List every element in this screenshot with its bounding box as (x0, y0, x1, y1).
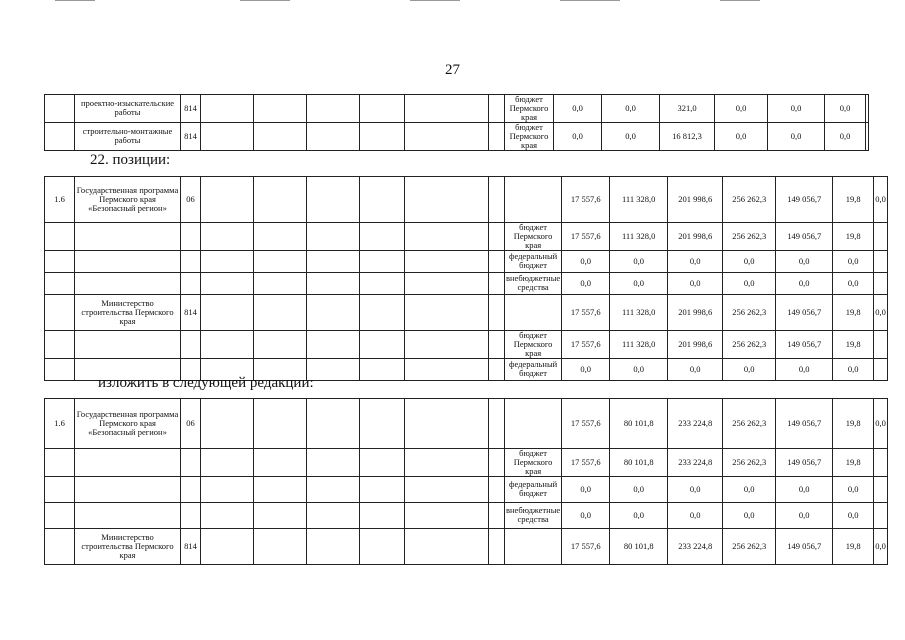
value-cell: 0,0 (668, 358, 723, 380)
value-cell (874, 502, 888, 528)
heading-positions: 22. позиции: (90, 152, 171, 168)
value-cell: 17 557,6 (562, 177, 610, 223)
row-code-cell: 814 (181, 294, 201, 330)
empty-cell (405, 528, 489, 564)
empty-cell (307, 449, 360, 477)
row-code-cell: 814 (181, 122, 201, 150)
row-source-cell: бюджет Пермского края (505, 223, 562, 251)
table-row (45, 177, 888, 223)
value-cell: 149 056,7 (776, 528, 833, 564)
value-cell: 0,0 (715, 122, 768, 150)
value-cell: 0,0 (562, 358, 610, 380)
value-cell: 19,8 (833, 177, 874, 223)
value-cell: 0,0 (833, 502, 874, 528)
empty-cell (307, 177, 360, 223)
table-row (45, 95, 869, 123)
empty-cell (360, 122, 405, 150)
value-cell: 0,0 (668, 250, 723, 272)
row-code-cell (181, 250, 201, 272)
value-cell: 201 998,6 (668, 223, 723, 251)
table-row (45, 250, 888, 272)
value-cell: 201 998,6 (668, 177, 723, 223)
value-cell: 0,0 (768, 122, 825, 150)
empty-cell (201, 223, 254, 251)
empty-cell (405, 449, 489, 477)
value-cell: 149 056,7 (776, 399, 833, 449)
empty-cell (360, 95, 405, 123)
row-source-cell: федеральный бюджет (505, 250, 562, 272)
value-cell: 0,0 (874, 399, 888, 449)
row-number-cell (45, 502, 75, 528)
empty-cell (360, 223, 405, 251)
value-cell: 256 262,3 (723, 330, 776, 358)
empty-cell (405, 502, 489, 528)
value-cell: 16 812,3 (660, 122, 715, 150)
row-name-cell: Государственная программа Пермского края «Безопасный регион» (75, 399, 181, 449)
empty-cell (405, 95, 489, 123)
empty-cell (489, 358, 505, 380)
empty-cell (489, 399, 505, 449)
row-code-cell: 814 (181, 95, 201, 123)
empty-cell (307, 399, 360, 449)
row-source-cell: бюджет Пермского края (505, 122, 554, 150)
value-cell: 19,8 (833, 399, 874, 449)
table-row (45, 528, 888, 564)
top-rule (720, 0, 760, 1)
empty-cell (489, 95, 505, 123)
value-cell: 256 262,3 (723, 449, 776, 477)
top-rule (55, 0, 95, 1)
top-rule (240, 0, 290, 1)
value-cell: 0,0 (833, 476, 874, 502)
row-source-cell (505, 294, 562, 330)
heading-new-edition: изложить в следующей редакции: (98, 375, 314, 391)
empty-cell (405, 330, 489, 358)
empty-cell (201, 476, 254, 502)
row-name-cell (75, 330, 181, 358)
table-row (45, 294, 888, 330)
row-name-cell: проектно-изыскательские работы (75, 95, 181, 123)
row-code-cell (181, 272, 201, 294)
value-cell: 0,0 (874, 528, 888, 564)
value-cell: 19,8 (833, 223, 874, 251)
empty-cell (201, 502, 254, 528)
value-cell: 256 262,3 (723, 177, 776, 223)
empty-cell (360, 502, 405, 528)
row-source-cell (505, 177, 562, 223)
value-cell (874, 330, 888, 358)
empty-cell (405, 294, 489, 330)
empty-cell (201, 399, 254, 449)
value-cell: 0,0 (554, 122, 602, 150)
value-cell: 111 328,0 (610, 223, 668, 251)
empty-cell (254, 177, 307, 223)
value-cell: 0,0 (723, 272, 776, 294)
row-source-cell: внебюджетные средства (505, 502, 562, 528)
empty-cell (405, 177, 489, 223)
empty-cell (489, 223, 505, 251)
empty-cell (405, 122, 489, 150)
value-cell: 0,0 (776, 502, 833, 528)
empty-cell (489, 250, 505, 272)
value-cell: 19,8 (833, 330, 874, 358)
value-cell: 0,0 (723, 250, 776, 272)
value-cell: 0,0 (715, 95, 768, 123)
row-source-cell: внебюджетные средства (506, 273, 561, 293)
table-row (45, 476, 888, 502)
empty-cell (254, 528, 307, 564)
value-cell: 0,0 (562, 476, 610, 502)
empty-cell (489, 177, 505, 223)
empty-cell (307, 528, 360, 564)
row-source-cell (505, 528, 562, 564)
value-cell: 0,0 (723, 358, 776, 380)
value-cell: 0,0 (776, 272, 833, 294)
value-cell (866, 122, 869, 150)
empty-cell (307, 330, 360, 358)
value-cell: 17 557,6 (562, 330, 610, 358)
row-number-cell: 1.6 (45, 177, 75, 223)
table-row (45, 223, 888, 251)
row-number-cell (45, 449, 75, 477)
empty-cell (254, 476, 307, 502)
empty-cell (254, 272, 307, 294)
row-number-cell (45, 476, 75, 502)
empty-cell (360, 294, 405, 330)
value-cell: 0,0 (610, 272, 668, 294)
empty-cell (360, 358, 405, 380)
row-source-cell: бюджет Пермского края (505, 95, 554, 123)
value-cell (874, 223, 888, 251)
empty-cell (201, 528, 254, 564)
empty-cell (489, 502, 505, 528)
value-cell: 0,0 (668, 272, 723, 294)
value-cell: 80 101,8 (610, 399, 668, 449)
row-name-cell (75, 502, 181, 528)
empty-cell (489, 528, 505, 564)
value-cell: 0,0 (602, 122, 660, 150)
empty-cell (254, 95, 307, 123)
empty-cell (360, 330, 405, 358)
empty-cell (360, 399, 405, 449)
row-code-cell: 06 (181, 399, 201, 449)
value-cell: 111 328,0 (610, 177, 668, 223)
row-name-cell: Министерство строительства Пермского края (75, 294, 181, 330)
row-number-cell (45, 223, 75, 251)
value-cell: 256 262,3 (723, 223, 776, 251)
value-cell: 0,0 (776, 250, 833, 272)
value-cell: 80 101,8 (610, 449, 668, 477)
value-cell: 0,0 (776, 476, 833, 502)
value-cell: 0,0 (833, 358, 874, 380)
value-cell: 256 262,3 (723, 528, 776, 564)
table-row (45, 122, 869, 150)
empty-cell (405, 223, 489, 251)
empty-cell (360, 449, 405, 477)
value-cell: 0,0 (610, 250, 668, 272)
row-code-cell (181, 330, 201, 358)
value-cell: 19,8 (833, 449, 874, 477)
table-row (45, 330, 888, 358)
empty-cell (405, 358, 489, 380)
empty-cell (254, 250, 307, 272)
row-number-cell (45, 272, 75, 294)
empty-cell (201, 294, 254, 330)
value-cell: 0,0 (833, 272, 874, 294)
value-cell: 19,8 (833, 528, 874, 564)
table-top (44, 94, 869, 151)
empty-cell (254, 223, 307, 251)
empty-cell (201, 122, 254, 150)
empty-cell (307, 95, 360, 123)
empty-cell (201, 330, 254, 358)
empty-cell (360, 177, 405, 223)
top-rule (410, 0, 460, 1)
value-cell: 0,0 (562, 250, 610, 272)
row-code-cell (181, 476, 201, 502)
row-number-cell (45, 358, 75, 380)
value-cell: 0,0 (825, 122, 866, 150)
table-row (45, 399, 888, 449)
row-name-cell: Министерство строительства Пермского края (75, 528, 181, 564)
empty-cell (405, 399, 489, 449)
value-cell: 0,0 (610, 502, 668, 528)
value-cell: 256 262,3 (723, 399, 776, 449)
value-cell: 0,0 (723, 502, 776, 528)
empty-cell (254, 399, 307, 449)
empty-cell (489, 449, 505, 477)
value-cell: 0,0 (723, 476, 776, 502)
value-cell: 0,0 (833, 250, 874, 272)
empty-cell (489, 330, 505, 358)
table-row (45, 502, 888, 528)
empty-cell (307, 358, 360, 380)
value-cell: 17 557,6 (562, 449, 610, 477)
value-cell: 0,0 (768, 95, 825, 123)
empty-cell (489, 122, 505, 150)
value-cell: 321,0 (660, 95, 715, 123)
row-name-cell (75, 449, 181, 477)
value-cell: 149 056,7 (776, 294, 833, 330)
value-cell: 149 056,7 (776, 223, 833, 251)
row-code-cell (181, 223, 201, 251)
empty-cell (254, 330, 307, 358)
row-code-cell (181, 449, 201, 477)
value-cell: 17 557,6 (562, 399, 610, 449)
empty-cell (307, 294, 360, 330)
value-cell: 0,0 (668, 476, 723, 502)
row-number-cell (45, 528, 75, 564)
value-cell: 0,0 (602, 95, 660, 123)
row-number-cell: 1.6 (45, 399, 75, 449)
empty-cell (201, 95, 254, 123)
value-cell (874, 476, 888, 502)
empty-cell (307, 122, 360, 150)
row-name-cell (75, 223, 181, 251)
empty-cell (201, 177, 254, 223)
value-cell: 149 056,7 (776, 177, 833, 223)
value-cell: 149 056,7 (776, 449, 833, 477)
value-cell: 17 557,6 (562, 294, 610, 330)
row-name-cell: строительно-монтажные работы (75, 122, 181, 150)
empty-cell (405, 476, 489, 502)
value-cell: 17 557,6 (562, 528, 610, 564)
value-cell: 0,0 (874, 294, 888, 330)
value-cell: 111 328,0 (610, 294, 668, 330)
value-cell: 19,8 (833, 294, 874, 330)
row-number-cell (45, 95, 75, 123)
table-row (45, 272, 888, 294)
empty-cell (405, 250, 489, 272)
value-cell (866, 95, 869, 123)
row-code-cell: 814 (181, 528, 201, 564)
row-code-cell: 06 (181, 177, 201, 223)
empty-cell (201, 272, 254, 294)
row-source-cell: бюджет Пермского края (505, 449, 562, 477)
empty-cell (307, 223, 360, 251)
empty-cell (201, 449, 254, 477)
row-number-cell (45, 294, 75, 330)
value-cell (874, 250, 888, 272)
table-new-edition (44, 398, 888, 565)
value-cell: 111 328,0 (610, 330, 668, 358)
value-cell: 233 224,8 (668, 399, 723, 449)
row-source-cell: федеральный бюджет (505, 476, 562, 502)
value-cell: 0,0 (610, 476, 668, 502)
empty-cell (360, 476, 405, 502)
empty-cell (489, 476, 505, 502)
empty-cell (254, 122, 307, 150)
row-number-cell (45, 122, 75, 150)
row-source-cell (505, 399, 562, 449)
value-cell: 233 224,8 (668, 449, 723, 477)
value-cell (874, 358, 888, 380)
empty-cell (254, 294, 307, 330)
empty-cell (201, 250, 254, 272)
value-cell: 0,0 (668, 502, 723, 528)
empty-cell (307, 476, 360, 502)
empty-cell (307, 502, 360, 528)
empty-cell (360, 250, 405, 272)
value-cell: 0,0 (776, 358, 833, 380)
empty-cell (254, 502, 307, 528)
value-cell: 233 224,8 (668, 528, 723, 564)
row-name-cell (75, 272, 181, 294)
value-cell: 80 101,8 (610, 528, 668, 564)
empty-cell (489, 294, 505, 330)
table-row (45, 449, 888, 477)
value-cell: 256 262,3 (723, 294, 776, 330)
value-cell: 0,0 (874, 177, 888, 223)
row-name-cell (75, 476, 181, 502)
value-cell: 0,0 (554, 95, 602, 123)
empty-cell (489, 272, 505, 294)
row-code-cell (181, 502, 201, 528)
value-cell (874, 449, 888, 477)
row-number-cell (45, 250, 75, 272)
empty-cell (360, 528, 405, 564)
value-cell: 149 056,7 (776, 330, 833, 358)
row-name-cell (75, 250, 181, 272)
value-cell: 201 998,6 (668, 294, 723, 330)
row-name-cell: Государственная программа Пермского края «Безопасный регион» (75, 177, 181, 223)
empty-cell (307, 272, 360, 294)
table-old-positions (44, 176, 888, 381)
value-cell: 0,0 (825, 95, 866, 123)
page-number: 27 (445, 62, 460, 78)
value-cell: 0,0 (562, 502, 610, 528)
empty-cell (307, 250, 360, 272)
row-source-cell: бюджет Пермского края (505, 330, 562, 358)
row-source-cell: федеральный бюджет (505, 358, 562, 380)
top-rule (560, 0, 620, 1)
value-cell (874, 272, 888, 294)
value-cell: 201 998,6 (668, 330, 723, 358)
value-cell: 0,0 (610, 358, 668, 380)
empty-cell (254, 449, 307, 477)
empty-cell (360, 272, 405, 294)
value-cell: 17 557,6 (562, 223, 610, 251)
row-number-cell (45, 330, 75, 358)
empty-cell (405, 272, 489, 294)
value-cell: 0,0 (562, 272, 610, 294)
